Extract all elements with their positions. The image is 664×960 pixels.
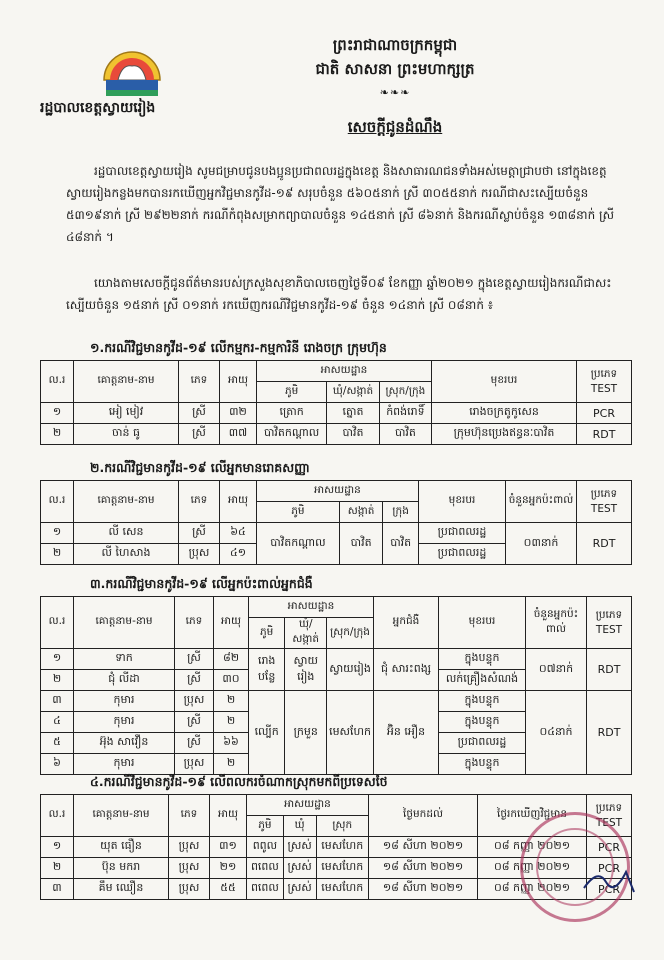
- cell-sex: ស្រី: [175, 733, 214, 754]
- cell-commune: ស្រស់: [283, 858, 316, 879]
- cell-commune: បាវិត: [327, 424, 380, 445]
- cell-test: RDT: [587, 649, 632, 691]
- col-name: គោត្តនាម-នាម: [74, 361, 179, 403]
- cell-sex: ស្រី: [175, 649, 214, 670]
- cell-age: ២: [214, 691, 249, 712]
- cell-no: ២: [41, 858, 74, 879]
- col-test: ប្រភេទ TEST: [587, 597, 632, 649]
- cell-sex: ប្រុស: [179, 544, 220, 565]
- cell-age: ៣៧: [220, 424, 257, 445]
- cell-job: លក់គ្រឿងសំណង់: [439, 670, 526, 691]
- cell-sex: ស្រី: [179, 523, 220, 544]
- cell-name: អ៊ុង សាវឿន: [74, 733, 175, 754]
- section2-table: [40, 480, 632, 565]
- col-name: គោត្តនាម-នាម: [74, 795, 169, 837]
- cell-job: ក្នុងបន្ទុក: [439, 754, 526, 775]
- cell-district: បាវិត: [383, 523, 419, 565]
- cell-village: ត្រោក: [257, 403, 327, 424]
- cell-name: អៀ មៀវ: [74, 403, 179, 424]
- cell-age: ៦៤: [220, 523, 257, 544]
- cell-age: ៣០: [214, 670, 249, 691]
- col-village: ភូមិ: [257, 502, 340, 523]
- col-age: អាយុ: [214, 597, 249, 649]
- col-commune: ឃុំ/សង្កាត់: [285, 618, 327, 649]
- cell-commune: ស្រស់: [283, 879, 316, 900]
- cell-name: កុមារ: [74, 754, 175, 775]
- cell-name: លី ហៃសាង: [74, 544, 179, 565]
- col-no: ល.រ: [41, 597, 74, 649]
- cell-no: ៣: [41, 691, 74, 712]
- col-district: ស្រុក: [316, 816, 368, 837]
- col-no: ល.រ: [41, 361, 74, 403]
- table-row: [41, 424, 632, 445]
- col-job: មុខរបរ: [432, 361, 577, 403]
- cell-sex: ប្រុស: [169, 837, 210, 858]
- cell-contacts: ០៧នាក់: [526, 649, 587, 691]
- cell-no: ១: [41, 403, 74, 424]
- cell-sex: ស្រី: [179, 424, 220, 445]
- cell-patient: អ៊ិន អឿន: [374, 691, 439, 775]
- cell-district: មេសហែក: [327, 691, 374, 775]
- ornament-divider: ❧❧❧: [379, 86, 411, 99]
- cell-no: ៦: [41, 754, 74, 775]
- cell-age: ៤១: [220, 544, 257, 565]
- cell-name: ទាក: [74, 649, 175, 670]
- col-sex: ភេទ: [179, 361, 220, 403]
- table-row: [41, 403, 632, 424]
- col-age: អាយុ: [210, 795, 247, 837]
- table-row: [41, 649, 632, 670]
- cell-district: មេសហែក: [316, 879, 368, 900]
- intro-paragraph: រដ្ឋបាលខេត្តស្វាយរៀង សូមជម្រាបជូនបងប្អូនប្រជាពលរដ្ឋក្នុងខេត្ត និងសាធារណជនទាំងអស់មេត្តាជ្រាបថា នៅក្នុងខេត្តស្វាយរៀងកន្លងមកបានរកឃើញអ្នកវិជ្ជមានកូវីដ-១៩ សរុបចំនួន ៥៦០៥នាក់ ស្រី ៣០៥៥នាក់ ករណីជាសះស្បើយចំនួន ៥៣១៩នាក់ ស្រី ២៩២២នាក់ ករណីកំពុងសម្រាកព្យាបាលចំនួន ១៤៥នាក់ ស្រី ៨៦នាក់ និងករណីស្លាប់ចំនួន ១៣៨នាក់ ស្រី ៤៨នាក់ ។: [66, 164, 615, 244]
- table-row: [41, 691, 632, 712]
- cell-sex: ប្រុស: [175, 754, 214, 775]
- cell-no: ៥: [41, 733, 74, 754]
- cell-no: ១: [41, 837, 74, 858]
- col-patient: អ្នកជំងឺ: [374, 597, 439, 649]
- provincial-emblem-icon: [100, 42, 164, 106]
- col-address: អាសយដ្ឋាន: [249, 597, 374, 618]
- col-contacts: ចំនួនអ្នកប៉ះពាល់: [526, 597, 587, 649]
- col-sex: ភេទ: [175, 597, 214, 649]
- cell-contacts: ០៤នាក់: [526, 691, 587, 775]
- cell-test: RDT: [587, 691, 632, 775]
- cell-name: ចាន់ ធូ: [74, 424, 179, 445]
- cell-no: ១: [41, 649, 74, 670]
- signature-mark: [580, 858, 640, 898]
- col-village: ភូមិ: [257, 382, 327, 403]
- cell-no: ២: [41, 670, 74, 691]
- section3-table: [40, 596, 632, 775]
- col-village: ភូមិ: [249, 618, 285, 649]
- section1-table: [40, 360, 632, 445]
- reference-paragraph: យោងតាមសេចក្ដីជូនព័ត៌មានរបស់ក្រសួងសុខាភិបាលចេញថ្ងៃទី០៩ ខែកញ្ញា ឆ្នាំ២០២១ ក្នុងខេត្តស្វាយរៀងករណីជាសះស្បើយចំនួន ១៥នាក់ ស្រី ០១នាក់ រកឃើញករណីវិជ្ជមានកូវីដ-១៩ ចំនួន ១៤នាក់ ស្រី ០៨នាក់ ៖: [66, 276, 612, 312]
- cell-village: ពពេល: [247, 858, 284, 879]
- col-name: គោត្តនាម-នាម: [74, 481, 179, 523]
- cell-name: កុមារ: [74, 691, 175, 712]
- cell-commune: ស្រស់: [283, 837, 316, 858]
- cell-job: ក្នុងបន្ទុក: [439, 691, 526, 712]
- cell-age: ២: [214, 754, 249, 775]
- cell-sex: ស្រី: [175, 670, 214, 691]
- cell-job: ប្រជាពលរដ្ឋ: [439, 733, 526, 754]
- cell-village: រោងបន្លែ: [249, 649, 285, 691]
- col-district: ស្រុក/ក្រុង: [379, 382, 431, 403]
- cell-sex: ប្រុស: [175, 691, 214, 712]
- cell-arrival: ១៨ សីហា ២០២១: [369, 879, 478, 900]
- cell-patient: ជុំ សារះពង្ស: [374, 649, 439, 691]
- section4-heading: ៤.ករណីវិជ្ជមានកូវីដ-១៩ លើពលករចំណាកស្រុកមកពីប្រទេសថៃ: [90, 774, 388, 789]
- cell-commune: ត្នោត: [327, 403, 380, 424]
- section1-heading: ១.ករណីវិជ្ជមានកូវីដ-១៩ លើកម្មករ-កម្មការិនី រោងចក្រ ក្រុមហ៊ុន: [90, 340, 387, 355]
- cell-commune: ស្វាយរៀង: [285, 649, 327, 691]
- col-age: អាយុ: [220, 361, 257, 403]
- section2-heading: ២.ករណីវិជ្ជមានកូវីដ-១៩ លើអ្នកមានរោគសញ្ញា: [90, 460, 310, 475]
- cell-village: ពពេល: [247, 879, 284, 900]
- cell-village: ពពូល: [247, 837, 284, 858]
- cell-test: PCR: [577, 403, 632, 424]
- cell-job: ក្រុមហ៊ុនប្រេងឥន្ធនៈបាវិត: [432, 424, 577, 445]
- cell-test: PCR: [587, 879, 632, 900]
- cell-positive: ០៨ កញ្ញា ២០២១: [478, 858, 587, 879]
- col-contacts: ចំនួនអ្នកប៉ះពាល់: [506, 481, 577, 523]
- col-no: ល.រ: [41, 795, 74, 837]
- cell-sex: ស្រី: [175, 712, 214, 733]
- cell-commune: ក្រមួន: [285, 691, 327, 775]
- col-address: អាសយដ្ឋាន: [257, 361, 432, 382]
- cell-arrival: ១៨ សីហា ២០២១: [369, 837, 478, 858]
- cell-age: ៨២: [214, 649, 249, 670]
- cell-district: ស្វាយរៀង: [327, 649, 374, 691]
- national-motto: ជាតិ សាសនា ព្រះមហាក្សត្រ: [315, 60, 475, 78]
- cell-age: ២១: [210, 858, 247, 879]
- cell-name: គឹម ឈឿន: [74, 879, 169, 900]
- cell-sex: ប្រុស: [169, 858, 210, 879]
- cell-test: PCR: [587, 837, 632, 858]
- col-test: ប្រភេទ TEST: [577, 361, 632, 403]
- cell-test: PCR: [587, 858, 632, 879]
- cell-job: ក្នុងបន្ទុក: [439, 649, 526, 670]
- cell-district: មេសហែក: [316, 837, 368, 858]
- cell-no: ២: [41, 544, 74, 565]
- col-no: ល.រ: [41, 481, 74, 523]
- cell-name: លី សេន: [74, 523, 179, 544]
- col-name: គោត្តនាម-នាម: [74, 597, 175, 649]
- cell-job: រោងចក្រតូកូសេន: [432, 403, 577, 424]
- table-row: [41, 523, 632, 544]
- cell-age: ២: [214, 712, 249, 733]
- col-address: អាសយដ្ឋាន: [247, 795, 369, 816]
- cell-age: ៣២: [220, 403, 257, 424]
- cell-district: បាវិត: [379, 424, 431, 445]
- col-job: មុខរបរ: [439, 597, 526, 649]
- cell-sex: ប្រុស: [169, 879, 210, 900]
- cell-age: ៣១: [210, 837, 247, 858]
- issuing-authority: រដ្ឋបាលខេត្តស្វាយរៀង: [40, 100, 156, 116]
- kingdom-title: ព្រះរាជាណាចក្រកម្ពុជា: [332, 36, 458, 54]
- cell-positive: ០៨ កញ្ញា ២០២១: [478, 837, 587, 858]
- col-job: មុខរបរ: [419, 481, 506, 523]
- cell-district: មេសហែក: [316, 858, 368, 879]
- cell-contacts: ០៣នាក់: [506, 523, 577, 565]
- col-test: ប្រភេទ TEST: [587, 795, 632, 837]
- cell-name: យុត ធឿន: [74, 837, 169, 858]
- cell-positive: ០៨ កញ្ញា ២០២១: [478, 879, 587, 900]
- cell-job: ប្រជាពលរដ្ឋ: [419, 544, 506, 565]
- cell-age: ៥៥: [210, 879, 247, 900]
- cell-age: ៦៦: [214, 733, 249, 754]
- cell-village: បាវិតកណ្ដាល: [257, 523, 340, 565]
- cell-name: ប៊ុន មករា: [74, 858, 169, 879]
- document-title: សេចក្ដីជូនដំណឹង: [347, 118, 443, 136]
- cell-test: RDT: [577, 424, 632, 445]
- col-village: ភូមិ: [247, 816, 284, 837]
- cell-name: ជុំ លីដា: [74, 670, 175, 691]
- cell-test: RDT: [577, 523, 632, 565]
- cell-village: ល្បើក: [249, 691, 285, 775]
- col-sex: ភេទ: [179, 481, 220, 523]
- col-arrival: ថ្ងៃមកដល់: [369, 795, 478, 837]
- cell-name: កុមារ: [74, 712, 175, 733]
- section3-heading: ៣.ករណីវិជ្ជមានកូវីដ-១៩ លើអ្នកប៉ះពាល់អ្នកជំងឺ: [90, 576, 313, 591]
- cell-sex: ស្រី: [179, 403, 220, 424]
- col-age: អាយុ: [220, 481, 257, 523]
- col-commune: សង្កាត់: [339, 502, 382, 523]
- col-commune: ឃុំ: [283, 816, 316, 837]
- col-district: ស្រុក/ក្រុង: [327, 618, 374, 649]
- col-positive: ថ្ងៃរកឃើញវិជ្ជមាន: [478, 795, 587, 837]
- cell-district: កំពង់រោទិ៍: [379, 403, 431, 424]
- cell-no: ៣: [41, 879, 74, 900]
- cell-commune: បាវិត: [339, 523, 382, 565]
- col-sex: ភេទ: [169, 795, 210, 837]
- cell-job: ក្នុងបន្ទុក: [439, 712, 526, 733]
- col-commune: ឃុំ/សង្កាត់: [327, 382, 380, 403]
- cell-village: បាវិតកណ្ដាល: [257, 424, 327, 445]
- cell-no: ២: [41, 424, 74, 445]
- cell-job: ប្រជាពលរដ្ឋ: [419, 523, 506, 544]
- cell-no: ១: [41, 523, 74, 544]
- col-test: ប្រភេទ TEST: [577, 481, 632, 523]
- cell-arrival: ១៨ សីហា ២០២១: [369, 858, 478, 879]
- col-address: អាសយដ្ឋាន: [257, 481, 419, 502]
- col-district: ក្រុង: [383, 502, 419, 523]
- cell-no: ៤: [41, 712, 74, 733]
